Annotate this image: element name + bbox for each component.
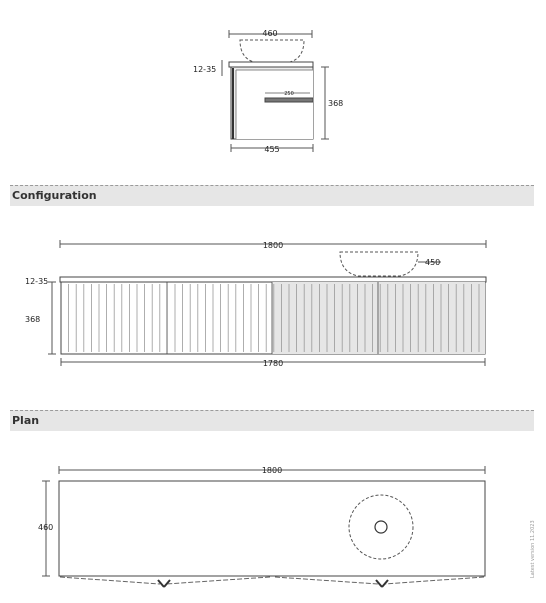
side-drawer-label: 250 <box>284 91 294 97</box>
side-bottom-width-label: 455 <box>264 145 280 154</box>
plan-title: Plan <box>12 414 40 427</box>
plan-total-width-label: 1800 <box>261 466 283 475</box>
side-top-width-label: 460 <box>262 29 278 38</box>
front-view <box>48 240 486 366</box>
side-top-height-label: 12-35 <box>193 65 217 74</box>
front-total-width-label: 1800 <box>262 241 284 250</box>
side-view <box>222 30 329 152</box>
footer-note-text: Latest version 11.2023 <box>530 520 536 578</box>
front-basin-width-label: 450 <box>425 258 441 267</box>
side-height-label: 368 <box>328 99 344 108</box>
plan-depth-label: 460 <box>38 523 54 532</box>
plan-view <box>42 466 485 587</box>
footer-note <box>530 498 540 578</box>
front-top-height-label: 12-35 <box>25 277 49 286</box>
front-height-label: 368 <box>25 315 41 324</box>
configuration-title: Configuration <box>12 189 97 202</box>
front-cabinet-width-label: 1780 <box>262 359 284 368</box>
